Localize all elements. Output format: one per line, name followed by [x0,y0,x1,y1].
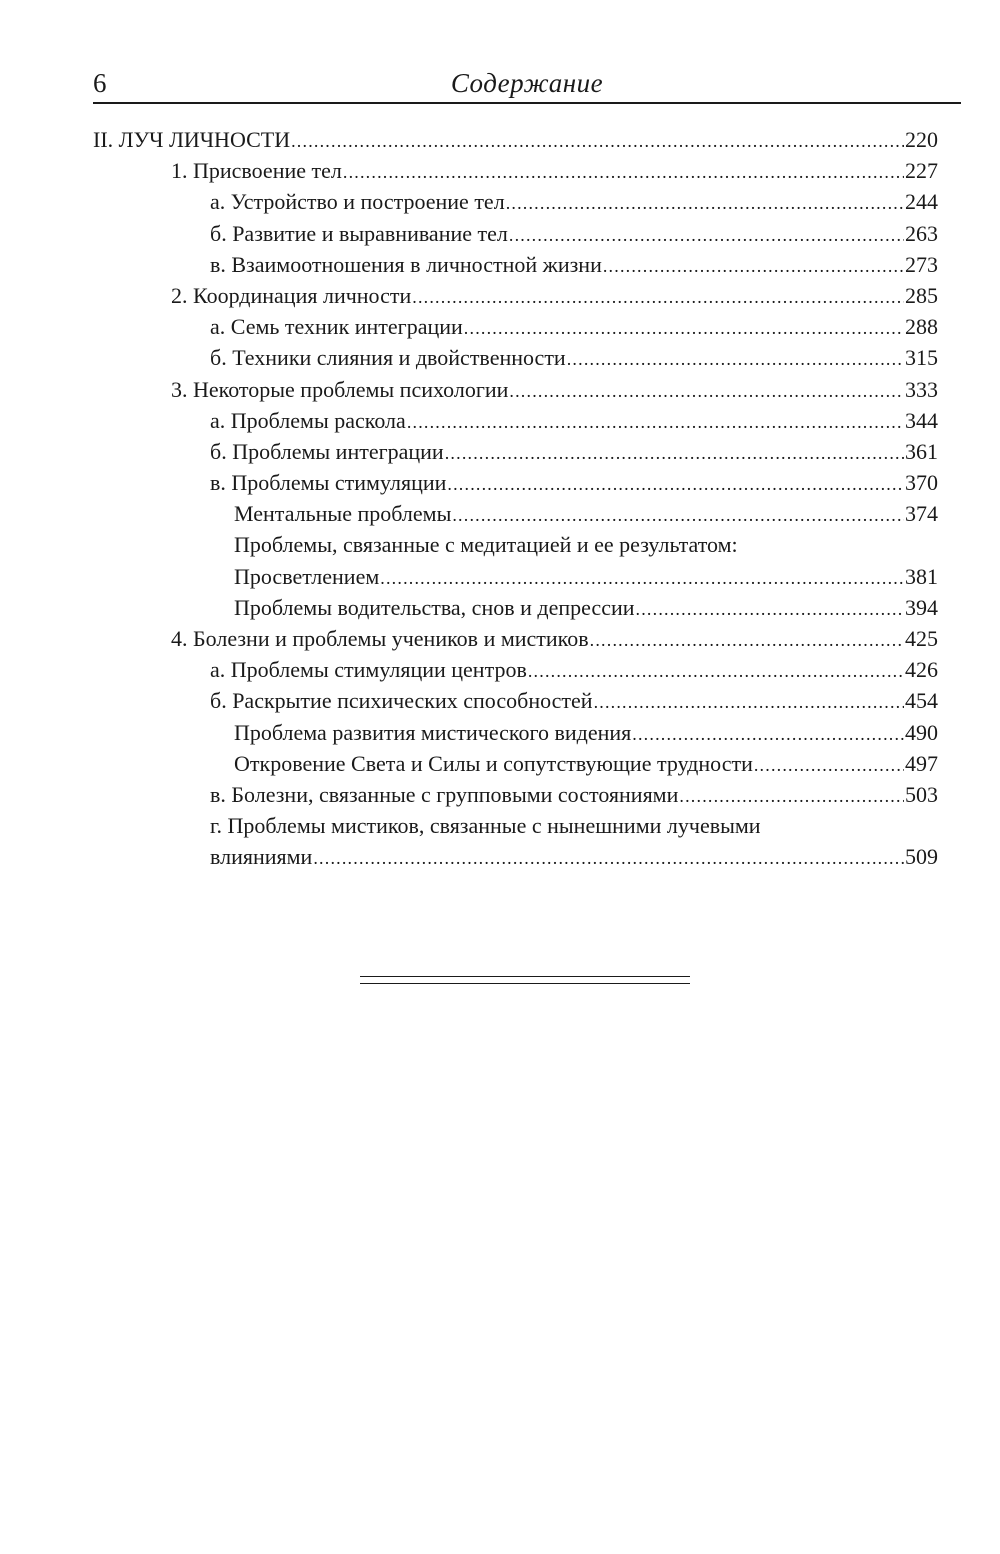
table-of-contents [93,124,938,873]
toc-entry [93,186,938,217]
toc-entry [93,810,938,841]
dot-leader [452,500,904,531]
toc-entry [93,748,938,779]
toc-entry-page: 244 [905,189,938,215]
toc-entry [93,374,938,405]
dot-leader [291,126,904,157]
toc-entry-page: 454 [905,688,938,714]
toc-entry-title: Проблемы водительства, снов и депрессии [234,594,635,620]
toc-entry-title: II. ЛУЧ ЛИЧНОСТИ [93,127,291,152]
toc-entry [93,717,938,748]
toc-entry-title: а. Проблемы раскола [210,407,406,433]
dot-leader [528,656,904,687]
toc-entry-title: Проблема развития мистического видения [234,719,632,745]
toc-entry-title: Откровение Света и Силы и сопутствующие трудности [234,750,753,776]
toc-entry [93,436,938,467]
dot-leader [343,157,904,188]
toc-entry [93,654,938,685]
dot-leader [464,313,904,344]
dot-leader [603,251,904,282]
dot-leader [506,188,904,219]
section-end-double-rule [360,976,690,986]
toc-entry-title: влияниями [210,844,313,870]
toc-entry-title: а. Проблемы стимуляции центров [210,657,527,683]
toc-entry [93,249,938,280]
toc-entry-page: 503 [905,781,938,807]
toc-entry [93,841,938,872]
toc-entry-page: 490 [905,719,938,745]
toc-entry [93,561,938,592]
dot-leader [412,282,904,313]
toc-entry [93,155,938,186]
toc-entry-title: в. Взаимоотношения в личностной жизни [210,251,602,277]
toc-entry-page: 497 [905,750,938,776]
toc-entry-page: 381 [905,563,938,589]
dot-leader [754,750,904,781]
toc-entry [93,124,938,155]
running-title: Содержание [450,68,604,98]
toc-entry-page: 273 [905,251,938,277]
toc-entry-page: 315 [905,345,938,371]
toc-entry [93,685,938,716]
toc-entry-title: 1. Присвоение тел [171,158,342,184]
dot-leader [447,469,904,500]
dot-leader [632,719,904,750]
toc-entry [93,623,938,654]
dot-leader [407,407,904,438]
dot-leader [590,625,904,656]
toc-entry [93,280,938,311]
toc-entry-title: б. Проблемы интеграции [210,438,444,464]
toc-entry-title: 4. Болезни и проблемы учеников и мистиков [171,626,589,651]
toc-entry-page: 394 [905,594,938,620]
toc-entry [93,529,938,560]
toc-entry-title: в. Проблемы стимуляции [210,470,447,496]
dot-leader [313,843,904,874]
toc-entry-title: б. Техники слияния и двойственности [210,345,566,371]
toc-entry-title: в. Болезни, связанные с групповыми состояниями [210,781,679,807]
dot-leader [594,687,904,718]
toc-entry-page: 370 [905,470,938,496]
toc-entry-title: г. Проблемы мистиков, связанные с нынешними лучевыми [210,813,761,839]
dot-leader [567,344,904,375]
toc-entry-page: 227 [905,158,938,184]
toc-entry-page: 344 [905,407,938,433]
toc-entry [93,467,938,498]
toc-entry-title: 2. Координация личности [171,282,412,308]
page-number: 6 [93,68,107,98]
toc-entry [93,498,938,529]
toc-entry-title: б. Раскрытие психических способностей [210,688,593,714]
toc-entry-page: 361 [905,438,938,464]
dot-leader [636,594,904,625]
toc-entry-page: 288 [905,314,938,340]
toc-entry-page: 263 [905,220,938,246]
toc-entry [93,779,938,810]
toc-entry [93,592,938,623]
toc-entry-title: Ментальные проблемы [234,501,452,527]
toc-entry-title: а. Семь техник интеграции [210,314,463,340]
toc-entry-page: 426 [905,657,938,683]
toc-entry [93,342,938,373]
dot-leader [679,781,904,812]
dot-leader [509,376,904,407]
toc-entry-title: Проблемы, связанные с медитацией и ее результатом: [234,532,738,558]
toc-entry-page: 285 [905,282,938,308]
toc-entry [93,218,938,249]
toc-entry-title: 3. Некоторые проблемы психологии [171,376,509,402]
toc-entry-page: 333 [905,376,938,402]
dot-leader [380,563,904,594]
toc-entry [93,405,938,436]
toc-entry-page: 220 [905,127,938,152]
page-header [93,66,961,104]
dot-leader [445,438,904,469]
toc-entry-title: б. Развитие и выравнивание тел [210,220,508,246]
toc-entry [93,311,938,342]
toc-entry-page: 425 [905,626,938,651]
toc-entry-title: а. Устройство и построение тел [210,189,505,215]
dot-leader [509,220,904,251]
toc-entry-title: Просветлением [234,563,380,589]
toc-entry-page: 374 [905,501,938,527]
toc-entry-page: 509 [905,844,938,870]
